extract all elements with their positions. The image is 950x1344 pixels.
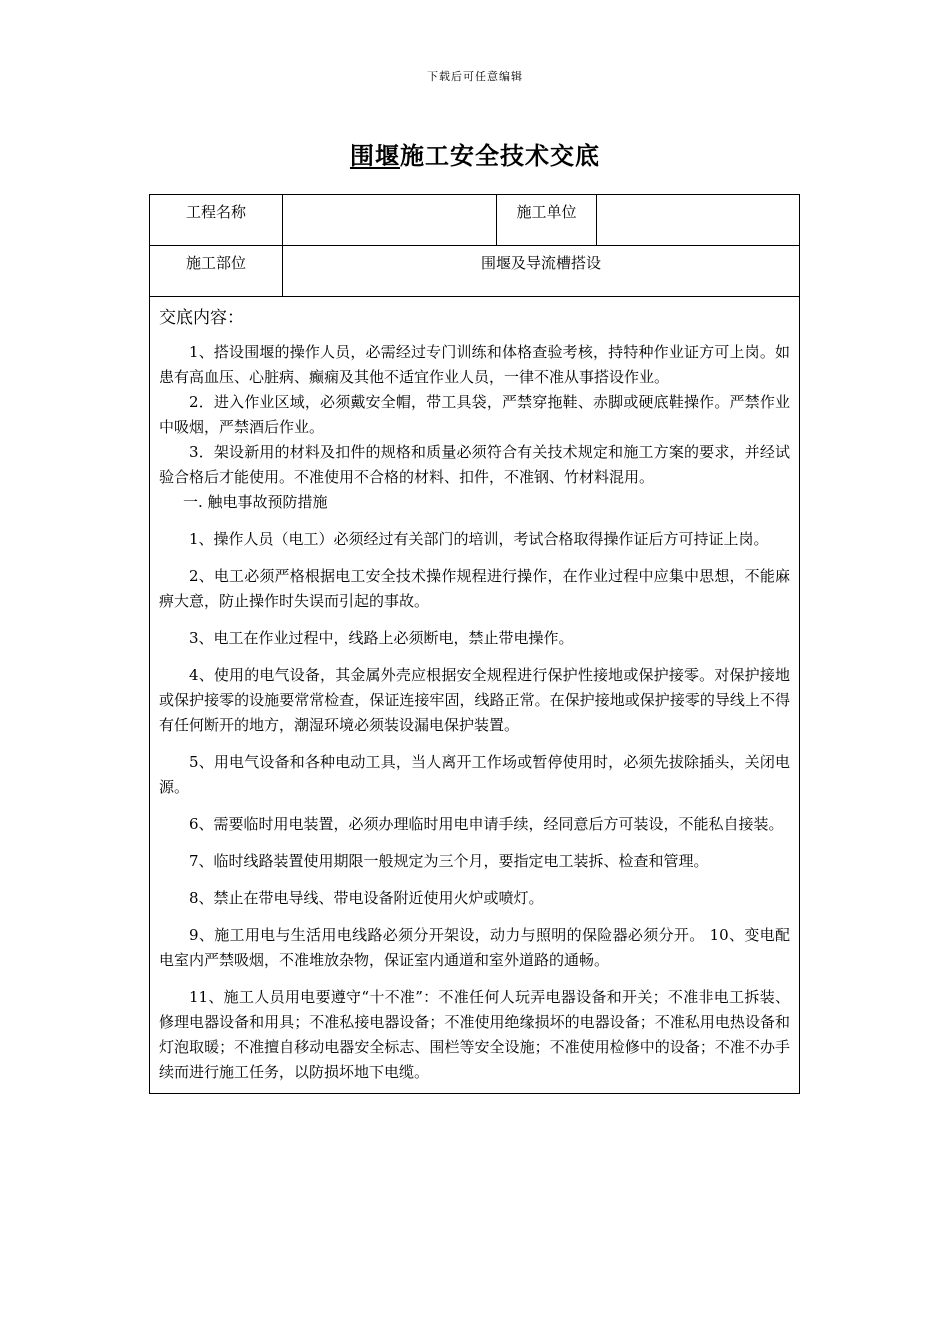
construction-part-value: 围堰及导流槽搭设 [283,246,800,297]
project-name-value [283,195,497,246]
construction-part-label: 施工部位 [150,246,283,297]
document-title [0,136,950,171]
list-item: 1、操作人员（电工）必须经过有关部门的培训，考试合格取得操作证后方可持证上岗。 [189,530,769,548]
intro-paragraph: 3．架设新用的材料及扣件的规格和质量必须符合有关技术规定和施工方案的要求，并经试验合格后才能使用。不准使用不合格的材料、扣件，不准钢、竹材料混用。 [159,443,790,486]
content-cell [150,297,800,1094]
list-item: 5、用电气设备和各种电动工具，当人离开工作场或暂停使用时，必须先拔除插头，关闭电源。 [159,753,790,796]
content-heading: 交底内容： [159,308,244,328]
title-rest: 施工安全技术交底 [400,141,600,170]
section-title: 一. 触电事故预防措施 [183,493,328,511]
list-item: 6、需要临时用电装置，必须办理临时用电申请手续，经同意后方可装设，不能私自接装。 [189,815,784,833]
construction-unit-label: 施工单位 [497,195,597,246]
construction-unit-value [597,195,800,246]
project-name-label: 工程名称 [150,195,283,246]
table-row-project [150,195,800,246]
intro-paragraph: 2．进入作业区域，必须戴安全帽，带工具袋，严禁穿拖鞋、赤脚或硬底鞋操作。严禁作业中吸烟，严禁酒后作业。 [159,393,790,436]
list-item: 7、临时线路装置使用期限一般规定为三个月，要指定电工装拆、检查和管理。 [189,852,709,870]
list-item: 8、禁止在带电导线、带电设备附近使用火炉或喷灯。 [189,889,544,907]
list-item: 11、施工人员用电要遵守“十不准”：不准任何人玩弄电器设备和开关；不准非电工拆装、修理电器设备和用具；不准私接电器设备；不准使用绝缘损坏的电器设备；不准私用电热设备和灯泡取暖；不准擅自移动电器安全标志、围栏等安全设施；不准使用检修中的设备；不准不办手续而进行施工任务，以防损坏地下电缆。 [159,988,790,1081]
disclosure-form-table [149,194,800,1094]
list-item: 4、使用的电气设备，其金属外壳应根据安全规程进行保护性接地或保护接零。对保护接地或保护接零的设施要常常检查，保证连接牢固，线路正常。在保护接地或保护接零的导线上不得有任何断开的地方，潮湿环境必须装设漏电保护装置。 [159,666,790,734]
table-row-part [150,246,800,297]
intro-paragraph: 1、搭设围堰的操作人员，必需经过专门训练和体格查验考核，持特种作业证方可上岗。如患有高血压、心脏病、癫痫及其他不适宜作业人员，一律不准从事搭设作业。 [159,343,790,386]
header-note: 下载后可任意编辑 [427,70,523,83]
table-row-content [150,297,800,1094]
list-item: 2、电工必须严格根据电工安全技术操作规程进行操作，在作业过程中应集中思想，不能麻痹大意，防止操作时失误而引起的事故。 [159,567,790,610]
title-underlined-part: 围堰 [350,141,400,170]
list-item: 3、电工在作业过程中，线路上必须断电，禁止带电操作。 [189,629,574,647]
list-item: 9、施工用电与生活用电线路必须分开架设，动力与照明的保险器必须分开。 10、变电配电室内严禁吸烟，不准堆放杂物，保证室内通道和室外道路的通畅。 [159,926,790,969]
